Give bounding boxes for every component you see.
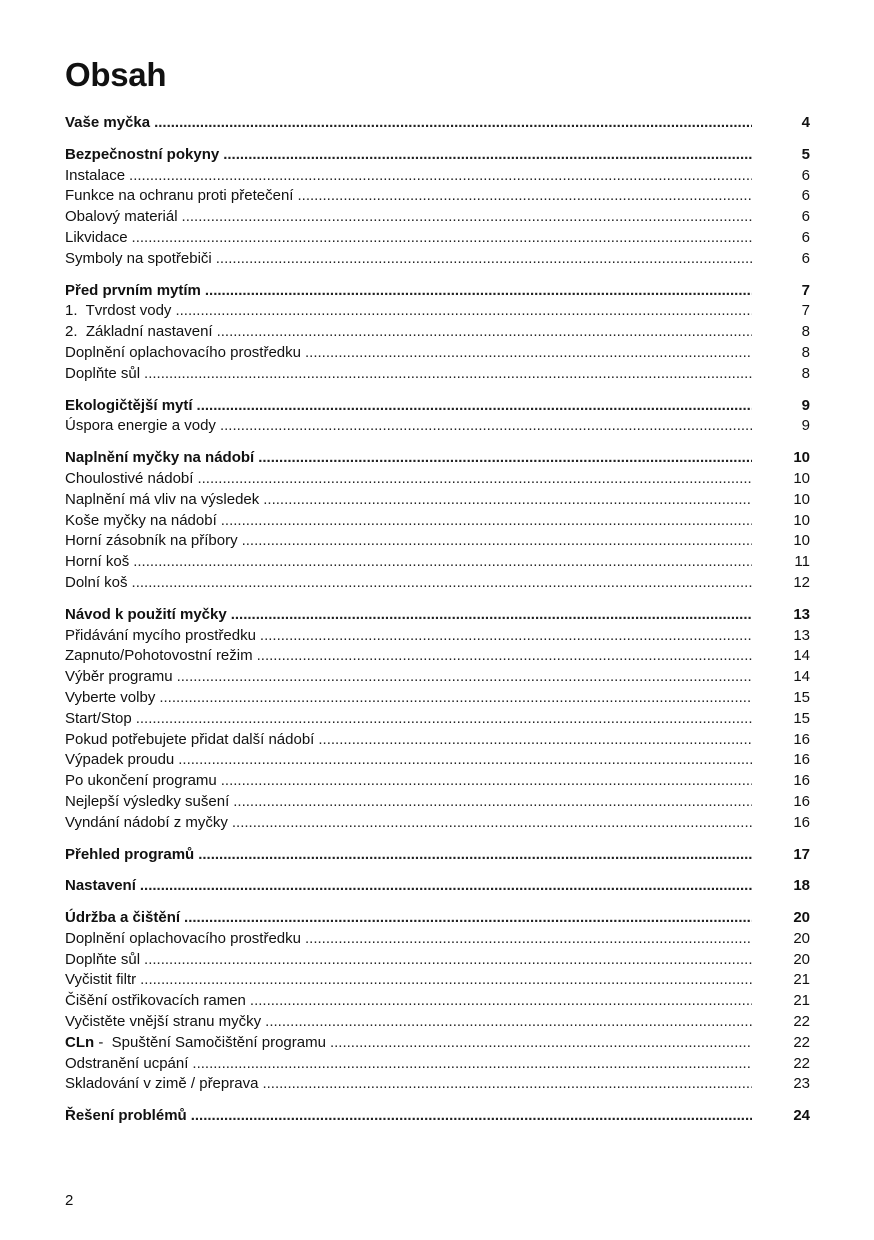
- toc-entry-page-number: 18: [793, 877, 810, 895]
- toc-entry-label: Doplnění oplachovacího prostředku: [65, 343, 301, 361]
- toc-dot-leader: [223, 145, 752, 166]
- toc-entry-label: Skladování v zimě / přeprava: [65, 1075, 259, 1093]
- toc-entry-page-number: 5: [801, 145, 810, 163]
- toc-dot-leader: [177, 667, 752, 688]
- toc-entry-page-number: 16: [793, 813, 810, 831]
- toc-chapter-entry[interactable]: [65, 845, 810, 866]
- toc-entry-label: Návod k použití myčky: [65, 605, 227, 623]
- toc-entry[interactable]: [65, 322, 810, 343]
- toc-entry-page-number: 16: [793, 792, 810, 810]
- toc-entry-label: Přidávání mycího prostředku: [65, 626, 256, 644]
- toc-section: [65, 448, 810, 594]
- toc-entry[interactable]: [65, 1033, 810, 1054]
- toc-entry-page-number: 10: [793, 469, 810, 487]
- toc-entry-label: Instalace: [65, 166, 126, 184]
- toc-entry[interactable]: [65, 1012, 810, 1033]
- toc-entry-label: Zapnuto/Pohotovostní režim: [65, 647, 253, 665]
- toc-dot-leader: [133, 552, 752, 573]
- toc-dot-leader: [258, 448, 752, 469]
- toc-entry-page-number: 24: [793, 1107, 810, 1125]
- toc-dot-leader: [265, 1012, 752, 1033]
- toc-entry-label: Doplňte sůl: [65, 364, 141, 382]
- toc-entry-label: Před prvním mytím: [65, 281, 201, 299]
- toc-chapter-entry[interactable]: [65, 908, 810, 929]
- toc-entry[interactable]: [65, 688, 810, 709]
- toc-section: [65, 845, 810, 866]
- toc-entry-page-number: 7: [801, 302, 810, 320]
- toc-dot-leader: [140, 876, 752, 897]
- toc-section: [65, 113, 810, 134]
- toc-entry-label: Doplnění oplachovacího prostředku: [65, 929, 301, 947]
- toc-entry-prefix: CLn: [65, 1033, 95, 1051]
- toc-entry-page-number: 11: [794, 553, 810, 571]
- toc-dot-leader: [184, 908, 752, 929]
- toc-dot-leader: [233, 792, 752, 813]
- toc-entry-label: Údržba a čištění: [65, 909, 181, 927]
- toc-dot-leader: [250, 991, 752, 1012]
- toc-chapter-entry[interactable]: [65, 396, 810, 417]
- toc-entry-label: Nastavení: [65, 877, 136, 895]
- toc-entry-label: Výpadek proudu: [65, 751, 175, 769]
- toc-entry-label: Po ukončení programu: [65, 772, 217, 790]
- toc-section: [65, 1106, 810, 1127]
- toc-entry[interactable]: [65, 970, 810, 991]
- toc-dot-leader: [129, 166, 752, 187]
- toc-entry-page-number: 10: [793, 532, 810, 550]
- toc-entry[interactable]: [65, 228, 810, 249]
- toc-dot-leader: [154, 113, 752, 134]
- toc-entry[interactable]: [65, 207, 810, 228]
- toc-entry[interactable]: [65, 416, 810, 437]
- toc-dot-leader: [257, 646, 752, 667]
- toc-entry[interactable]: [65, 1074, 810, 1095]
- toc-entry-label: Start/Stop: [65, 709, 132, 727]
- toc-entry-page-number: 8: [801, 364, 810, 382]
- toc-entry-page-number: 20: [793, 929, 810, 947]
- toc-entry[interactable]: [65, 573, 810, 594]
- toc-entry-label: Horní zásobník na příbory: [65, 532, 238, 550]
- page-title: Obsah: [65, 56, 167, 93]
- toc-entry-label: Pokud potřebujete přidat další nádobí: [65, 730, 315, 748]
- toc-entry[interactable]: [65, 950, 810, 971]
- toc-dot-leader: [192, 1054, 752, 1075]
- toc-chapter-entry[interactable]: [65, 1106, 810, 1127]
- toc-entry-page-number: 23: [793, 1075, 810, 1093]
- toc-entry-page-number: 12: [793, 573, 810, 591]
- toc-entry[interactable]: [65, 490, 810, 511]
- toc-dot-leader: [221, 511, 752, 532]
- toc-entry[interactable]: [65, 531, 810, 552]
- toc-chapter-entry[interactable]: [65, 605, 810, 626]
- toc-dot-leader: [242, 531, 752, 552]
- toc-entry-page-number: 10: [793, 490, 810, 508]
- toc-entry-label: Vyndání nádobí z myčky: [65, 813, 228, 831]
- toc-entry-page-number: 7: [801, 281, 810, 299]
- toc-entry-label: Vaše myčka: [65, 114, 151, 131]
- toc-entry-label: Choulostivé nádobí: [65, 469, 194, 487]
- toc-dot-leader: [178, 750, 752, 771]
- toc-entry[interactable]: [65, 667, 810, 688]
- toc-dot-leader: [182, 207, 752, 228]
- toc-entry-label: Odstranění ucpání: [65, 1054, 189, 1072]
- toc-entry-label: Ekologičtější mytí: [65, 396, 193, 414]
- toc-entry[interactable]: [65, 730, 810, 751]
- toc-dot-leader: [217, 322, 752, 343]
- toc-dot-leader: [159, 688, 752, 709]
- toc-dot-leader: [231, 605, 752, 626]
- toc-chapter-entry[interactable]: [65, 145, 810, 166]
- toc-entry-page-number: 14: [793, 668, 810, 686]
- toc-entry[interactable]: [65, 626, 810, 647]
- toc-dot-leader: [221, 771, 752, 792]
- toc-dot-leader: [191, 1106, 752, 1127]
- toc-dot-leader: [132, 228, 752, 249]
- toc-dot-leader: [197, 469, 752, 490]
- toc-section: [65, 908, 810, 1095]
- toc-section: [65, 281, 810, 385]
- toc-entry-page-number: 20: [793, 909, 810, 927]
- toc-section: [65, 876, 810, 897]
- toc-entry[interactable]: [65, 166, 810, 187]
- toc-entry[interactable]: [65, 750, 810, 771]
- toc-dot-leader: [263, 490, 752, 511]
- toc-dot-leader: [205, 281, 752, 302]
- toc-entry-label: Vyčistit filtr: [65, 971, 137, 989]
- toc-entry-label: [65, 1033, 330, 1054]
- toc-entry[interactable]: [65, 511, 810, 532]
- toc-entry[interactable]: [65, 709, 810, 730]
- toc-entry[interactable]: [65, 991, 810, 1012]
- toc-dot-leader: [262, 1074, 752, 1095]
- toc-entry-page-number: 8: [801, 323, 810, 341]
- toc-entry-page-number: 15: [793, 709, 810, 727]
- toc-dot-leader: [297, 186, 752, 207]
- toc-dot-leader: [197, 396, 752, 417]
- toc-entry-label: Bezpečnostní pokyny: [65, 145, 220, 163]
- toc-section: [65, 605, 810, 834]
- toc-chapter-entry[interactable]: [65, 281, 810, 302]
- toc-dot-leader: [216, 249, 752, 270]
- toc-entry-page-number: 6: [801, 166, 810, 184]
- toc-entry-page-number: 21: [793, 971, 810, 989]
- toc-entry-page-number: 16: [793, 730, 810, 748]
- toc-entry-page-number: 17: [793, 845, 810, 863]
- toc-entry[interactable]: [65, 646, 810, 667]
- toc-entry-page-number: 22: [793, 1013, 810, 1031]
- toc-entry-page-number: 9: [801, 417, 810, 435]
- toc-chapter-entry[interactable]: [65, 448, 810, 469]
- toc-entry-page-number: 13: [793, 605, 810, 623]
- toc-entry-label: Naplnění má vliv na výsledek: [65, 490, 260, 508]
- toc-entry[interactable]: [65, 301, 810, 322]
- toc-dot-leader: [305, 343, 752, 364]
- toc-entry-label: 1. Tvrdost vody: [65, 302, 172, 320]
- toc-dot-leader: [232, 813, 752, 834]
- toc-entry[interactable]: [65, 771, 810, 792]
- toc-entry-page-number: 6: [801, 228, 810, 246]
- toc-entry-label: Naplnění myčky na nádobí: [65, 449, 255, 467]
- toc-dot-leader: [220, 416, 752, 437]
- toc-entry-page-number: 6: [801, 208, 810, 226]
- toc-entry-page-number: 6: [801, 249, 810, 267]
- toc-entry[interactable]: [65, 186, 810, 207]
- toc-dot-leader: [330, 1033, 752, 1054]
- toc-dot-leader: [144, 364, 752, 385]
- toc-dot-leader: [260, 626, 752, 647]
- toc-entry-label: Vyberte volby: [65, 688, 156, 706]
- toc-entry-page-number: 14: [793, 647, 810, 665]
- table-of-contents: [65, 113, 810, 1138]
- toc-dot-leader: [144, 950, 752, 971]
- toc-entry-page-number: 21: [793, 992, 810, 1010]
- toc-entry-label: Koše myčky na nádobí: [65, 511, 217, 529]
- toc-dot-leader: [198, 845, 752, 866]
- toc-section: [65, 396, 810, 438]
- toc-entry-text: Spuštění Samočištění programu: [111, 1033, 326, 1051]
- toc-chapter-entry[interactable]: [65, 113, 810, 134]
- toc-entry-label: Přehled programů: [65, 845, 195, 863]
- toc-dot-leader: [175, 301, 752, 322]
- toc-entry-page-number: 10: [793, 511, 810, 529]
- toc-entry-page-number: 16: [793, 751, 810, 769]
- toc-entry[interactable]: [65, 249, 810, 270]
- toc-dot-leader: [318, 730, 752, 751]
- toc-entry-label: Funkce na ochranu proti přetečení: [65, 187, 294, 205]
- toc-entry-page-number: 9: [801, 396, 810, 414]
- toc-entry[interactable]: [65, 469, 810, 490]
- toc-entry[interactable]: [65, 1054, 810, 1075]
- toc-entry-label: Čišění ostřikovacích ramen: [65, 992, 246, 1010]
- toc-entry-label: Řešení problémů: [65, 1107, 187, 1125]
- toc-entry-label: Úspora energie a vody: [65, 417, 216, 435]
- toc-entry[interactable]: [65, 552, 810, 573]
- toc-entry-page-number: 4: [801, 114, 810, 131]
- toc-entry[interactable]: [65, 364, 810, 385]
- toc-dot-leader: [136, 709, 752, 730]
- toc-entry-label: Vyčistěte vnější stranu myčky: [65, 1013, 262, 1031]
- toc-entry-label: Horní koš: [65, 553, 130, 571]
- toc-entry-label: Výběr programu: [65, 668, 173, 686]
- toc-entry-page-number: 13: [793, 626, 810, 644]
- toc-entry-label: Nejlepší výsledky sušení: [65, 792, 230, 810]
- toc-entry[interactable]: [65, 792, 810, 813]
- toc-entry[interactable]: [65, 929, 810, 950]
- toc-entry[interactable]: [65, 343, 810, 364]
- toc-dot-leader: [305, 929, 752, 950]
- toc-entry-label: Dolní koš: [65, 573, 128, 591]
- toc-entry-label: Symboly na spotřebiči: [65, 249, 212, 267]
- toc-entry-page-number: 20: [793, 950, 810, 968]
- toc-entry-label: Obalový materiál: [65, 208, 178, 226]
- toc-entry-page-number: 15: [793, 688, 810, 706]
- toc-entry-page-number: 6: [801, 187, 810, 205]
- toc-entry-page-number: 8: [801, 343, 810, 361]
- toc-entry-page-number: 22: [793, 1033, 810, 1051]
- toc-chapter-entry[interactable]: [65, 876, 810, 897]
- toc-entry-page-number: 16: [793, 772, 810, 790]
- toc-dot-leader: [132, 573, 752, 594]
- toc-entry-label: 2. Základní nastavení: [65, 323, 213, 341]
- toc-entry-prefix-separator: -: [94, 1033, 112, 1051]
- toc-dot-leader: [140, 970, 752, 991]
- toc-entry-page-number: 10: [793, 449, 810, 467]
- toc-section: [65, 145, 810, 270]
- page-number: 2: [65, 1192, 74, 1209]
- toc-entry-page-number: 22: [793, 1054, 810, 1072]
- toc-entry[interactable]: [65, 813, 810, 834]
- toc-entry-label: Doplňte sůl: [65, 950, 141, 968]
- toc-entry-label: Likvidace: [65, 228, 128, 246]
